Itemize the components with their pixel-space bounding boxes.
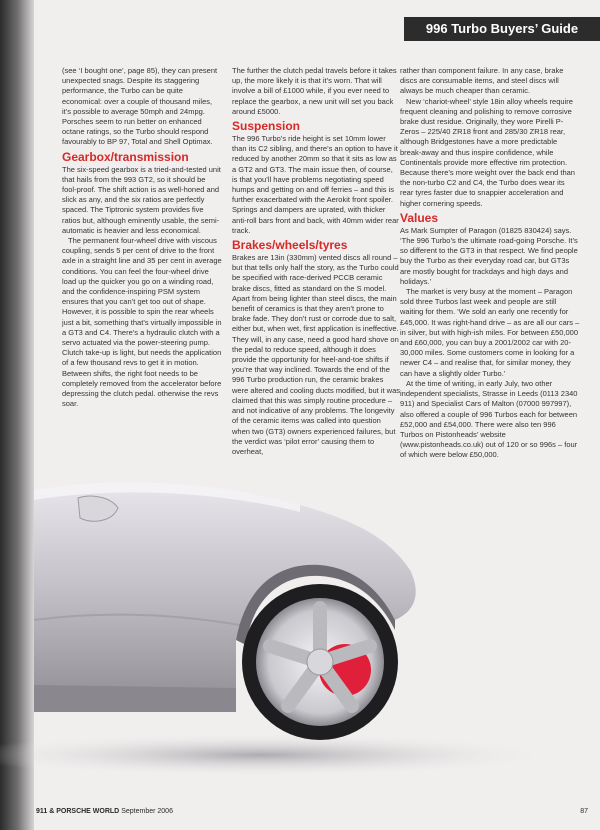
- paragraph: The permanent four-wheel drive with viscous coupling, sends 5 per cent of drive to the front axle in a straight line and 35 per cent in average conditions. You can feel the four-wheel drive load up the quicker you go on a winding road, and the confidence-inspiring PSM system ensures that you can’t get too out of shape. However, it is possible to spin the rear wheels just a bit, something that’s virtually impossible in a GT3 and C4. There’s a hydraulic clutch with a servo actuated via the power-steering pump. Clutch take-up is light, but needs the application of a few thousand revs to get it in motion. Between shifts, the right foot needs to be completely removed from the accelerator before depressing the clutch pedal. otherwise the revs soar.: [62, 236, 222, 409]
- car-shadow: [0, 733, 560, 777]
- section-tab: 996 Turbo Buyers’ Guide: [404, 17, 600, 41]
- paragraph: The six-speed gearbox is a tried-and-tested unit that hails from the 993 GT2, so it should be fool-proof. The shift action is as well-honed and slick as any, and the six ratios are perfectly spaced. The Tiptronic system provides five ratios but, although eminently usable, the semi-automatic is heavier and less economical.: [62, 164, 221, 235]
- paragraph: New ‘chariot-wheel’ style 18in alloy wheels require frequent cleaning and polishing to remove corrosive brake dust residue. Originally, they wore Pirelli P-Zeros – 225/40 ZR18 front and 285/30 ZR18 rear, although Bridgestones have a more predictable break-away and thus inspire confidence, while Continentals provide more effective rim protection. Because there’s more weight over the back end than the non-turbo C2 and C4, the Turbo does wear its rear tyres faster due to snappier acceleration and higher cornering speeds.: [400, 96, 575, 208]
- footer-issue: September 2006: [121, 808, 173, 815]
- section-heading: Gearbox/transmission: [62, 149, 189, 164]
- section-heading: Suspension: [232, 119, 301, 134]
- paragraph: At the time of writing, in early July, two other independent specialists, Strasse in Leeds (0113 2340 911) and Specialist Cars of Malton (07000 997997), also offered a couple of 996 Turbos each for between £52,000 and £54,000. There were also ten 996 Turbos on Pistonheads’ website (www.pistonheads.co.uk) out of 120 or so 996s – four of which were below £50,000.: [400, 378, 578, 460]
- paragraph: As Mark Sumpter of Paragon (01825 830424) says. ‘The 996 Turbo’s the ultimate road-going Porsche. It’s so different to the GT3 in that respect. We find people buy the Turbo as their everyday road car, but GT3s are mostly bought for trackdays and high days and holidays.’: [400, 225, 578, 286]
- paragraph: Brakes are 13in (330mm) vented discs all round – but that tells only half the story, as the Turbo could be specified with race-derived PCCB ceramic brake discs, fitted as standard on the S model. Apart from being lighter than steel discs, the main benefit of ceramics is that they aren’t prone to brake fade. They don’t rust or corrode due to salt, either but, when wet, first application is ineffective. They will, in any case, need a good hard shove on the pedal to reduce speed, although it does provide the opportunity for heel-and-toe shifts if you’re that way inclined. Towards the end of the 996 Turbo production run, the ceramic brakes were altered and cooling ducts modified, but it was claimed that this was simply routine procedure – and not indicative of any problems. The longevity of the ceramic items was called into question when two (GT3) owners experienced failures, but the verdict was ‘pilot error’ causing them to overheat,: [232, 253, 401, 456]
- text-column-2: [232, 66, 400, 457]
- footer-magazine: 911 & PORSCHE WORLD: [36, 808, 120, 815]
- front-wheel: [242, 584, 398, 740]
- section-heading: Values: [400, 210, 439, 225]
- page-footer: [36, 808, 588, 820]
- text-column-3: [400, 66, 580, 461]
- paragraph: rather than component failure. In any case, brake discs are consumable items, and steel discs will always be much cheaper than ceramic.: [400, 66, 564, 96]
- section-heading: Brakes/wheels/tyres: [232, 238, 348, 253]
- paragraph: The market is very busy at the moment – Paragon sold three Turbos last week and people are still waiting for them. ‘We sold an early one recently for £45,000. It was right-hand drive – as are all our cars – in silver, but with high-ish miles. For between £50,000 and £60,000, you can buy a 2001/2002 car with 20-30,000 miles. Some customers come in looking for a newer C4 – and realise that, for similar money, they can have a slightly older Turbo.’: [400, 287, 580, 378]
- paragraph: (see ‘I bought one’, page 85), they can present unexpected snags. Despite its staggering performance, the Turbo can be quite economical: over a couple of thousand miles, it’s possible to average 50mph and 24mpg. Porsches seem to run better on enhanced octane ratings, so the Turbo should respond favourably to BP 97, Total and Shell Optimax.: [62, 66, 218, 147]
- paragraph: The 996 Turbo’s ride height is set 10mm lower than its C2 sibling, and there’s an option to have it reduced by another 20mm so that it sits as low as a GT2 and GT3. The main issue then, of course, is that you’ll have problems negotiating speed humps and getting on and off ferries – and this is further exacerbated with the Aerokit front spoiler. Springs and dampers are uprated, with thicker anti-roll bars front and back, with 40mm wider rear track.: [232, 134, 399, 235]
- text-column-1: [62, 66, 222, 410]
- page-number: 87: [580, 808, 588, 815]
- paragraph: The further the clutch pedal travels before it takes up, the more likely it is that it’s worn. That will involve a bill of £1000 while, if you ever need to replace the gearbox, a new unit will set you back around £5000.: [232, 66, 397, 116]
- porsche-car-photo: [0, 450, 600, 790]
- footer-publication: [36, 808, 173, 815]
